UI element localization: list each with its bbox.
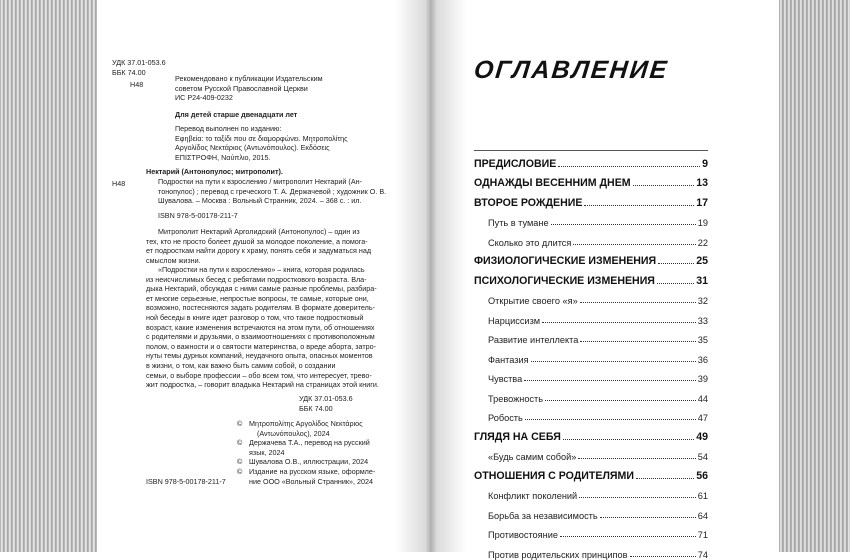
toc-leader-dots xyxy=(580,302,696,303)
toc-entry[interactable] xyxy=(474,228,708,248)
annotation-line: ной беседы в книге идет разговор о том, что такое подростковый xyxy=(146,312,364,322)
toc-entry-page: 47 xyxy=(697,413,708,423)
annotation-line: в жизни, о том, как важно быть самим собой, о создании xyxy=(146,360,336,370)
page-edges-right xyxy=(779,0,850,552)
toc-entry-page: 32 xyxy=(697,296,708,306)
copyright-symbol: © xyxy=(237,419,243,428)
toc-leader-dots xyxy=(658,263,694,264)
annotation-line: дыка Нектарий, обсуждая с ними самые разные проблемы, разбира- xyxy=(146,284,377,294)
translation-line: Αργολίδος Νεκτάριος (Αντωνόπουλος). Εκδόσεις xyxy=(175,143,330,153)
copyright-block xyxy=(237,419,375,486)
annotation-line: смыслом жизни. xyxy=(146,255,201,265)
copyright-line: Держачева Т.А., перевод на русский xyxy=(249,438,370,448)
toc-entry-label: Против родительских принципов xyxy=(488,549,628,560)
toc-entry-page: 31 xyxy=(696,274,708,287)
page-edges-left xyxy=(0,0,97,552)
toc-entry[interactable] xyxy=(474,384,708,404)
translation-note xyxy=(175,124,348,162)
bib-line: тонопулос) ; перевод с греческого Т. А. Держачевой ; художник О. В. xyxy=(158,186,387,196)
toc-entry-page: 17 xyxy=(696,196,708,209)
author-mark: Н48 xyxy=(130,80,144,89)
toc-title: ОГЛАВЛЕНИЕ xyxy=(472,56,670,84)
toc-entry-label: ОТНОШЕНИЯ С РОДИТЕЛЯМИ xyxy=(474,469,634,482)
toc-entry-page: 61 xyxy=(697,491,708,501)
bbk-code: ББК 74.00 xyxy=(112,68,146,77)
recommendation-line: ИС Р24-409-0232 xyxy=(175,93,233,103)
toc-entry-page: 39 xyxy=(697,374,708,384)
toc-entry[interactable] xyxy=(474,345,708,365)
toc-entry[interactable] xyxy=(474,462,708,482)
toc-leader-dots xyxy=(600,517,696,518)
toc-entry[interactable] xyxy=(474,443,708,463)
toc-leader-dots xyxy=(545,400,696,401)
toc-leader-dots xyxy=(573,244,695,245)
toc-entry[interactable] xyxy=(474,404,708,424)
toc-entry[interactable] xyxy=(474,482,708,502)
toc-entry-page: 49 xyxy=(696,430,708,443)
table-of-contents xyxy=(474,150,708,560)
isbn-bottom: ISBN 978-5-00178-211-7 xyxy=(146,477,226,486)
annotation-line: полом, о важности и о святости материнства, о вреде аборта, затро- xyxy=(146,341,377,351)
copyright-line: Издание на русском языке, оформле- xyxy=(249,466,376,476)
recommendation-block xyxy=(175,74,323,103)
toc-entry-page: 71 xyxy=(697,530,708,540)
toc-entry[interactable] xyxy=(474,248,708,268)
toc-entry[interactable] xyxy=(474,267,708,287)
recommendation-line: советом Русской Православной Церкви xyxy=(175,83,308,93)
copyright-symbol: © xyxy=(237,438,243,448)
annotation-paragraph-1 xyxy=(146,227,371,265)
toc-entry-page: 22 xyxy=(697,237,708,248)
toc-leader-dots xyxy=(551,224,696,225)
toc-leader-dots xyxy=(578,458,695,459)
toc-entry-label: ПРЕДИСЛОВИЕ xyxy=(474,157,557,170)
bib-line: Подростки на пути к взрослению / митрополит Нектарий (Ан- xyxy=(158,177,362,186)
toc-leader-dots xyxy=(580,341,695,342)
copyright-symbol: © xyxy=(237,457,243,467)
copyright-symbol: © xyxy=(237,466,243,476)
toc-entry[interactable] xyxy=(474,209,708,229)
age-notice: Для детей старше двенадцати лет xyxy=(175,110,298,119)
toc-leader-dots xyxy=(524,380,696,381)
annotation-line: Митрополит Нектарий Арголидский (Антонопулос) – один из xyxy=(158,227,360,236)
toc-entry-page: 25 xyxy=(696,255,708,267)
toc-entry[interactable] xyxy=(474,326,708,346)
udk-code: УДК 37.01-053.6 xyxy=(112,58,166,67)
annotation-line: жит подростка, – говорит владыка Нектарий на страницах этой книги. xyxy=(146,380,379,390)
toc-entry-label: Сколько это длится xyxy=(488,237,572,248)
bib-line: Шувалова. – Москва : Вольный Странник, 2024. – 368 с. : ил. xyxy=(158,196,362,206)
toc-leader-dots xyxy=(531,361,696,362)
translation-line: ΕΠΙΣΤΡΟΦΗ, Ναύπλιο, 2015. xyxy=(175,152,271,162)
toc-leader-dots xyxy=(560,536,696,537)
annotation-line: из неисчислимых бесед с ребятами подросткового возраста. Вла- xyxy=(146,274,367,284)
author-mark-mid: Н48 xyxy=(112,179,126,188)
annotation-line: нуты темы дурных компаний, неудачного опыта, опасных моментов xyxy=(146,351,373,361)
toc-entry-label: Борьба за независимость xyxy=(488,510,598,521)
toc-leader-dots xyxy=(579,497,696,498)
toc-entry-page: 36 xyxy=(697,354,708,365)
toc-entry-label: Чувства xyxy=(488,374,523,384)
toc-entry-label: ПСИХОЛОГИЧЕСКИЕ ИЗМЕНЕНИЯ xyxy=(474,274,655,287)
toc-leader-dots xyxy=(633,185,695,186)
bbk-code-bottom: ББК 74.00 xyxy=(299,404,333,413)
isbn-mid: ISBN 978-5-00178-211-7 xyxy=(158,211,238,220)
toc-entry-label: Тревожность xyxy=(488,393,544,404)
toc-entry[interactable] xyxy=(474,170,708,190)
annotation-line: возраст, какие изменения встречаются на этом пути, об отношениях xyxy=(146,322,375,332)
copyright-entry xyxy=(237,419,375,438)
annotation-line: тех, кто не просто болеет душой за молодое поколение, а помога- xyxy=(146,236,368,246)
toc-entry[interactable] xyxy=(474,287,708,307)
toc-entry-page: 74 xyxy=(697,549,708,560)
toc-entry-label: Путь в тумане xyxy=(488,218,549,228)
copyright-line: (Αντωνόπουλος), 2024 xyxy=(257,428,330,438)
toc-leader-dots xyxy=(558,166,700,167)
annotation-paragraph-2 xyxy=(146,265,379,390)
annotation-line: с родителями и друзьями, о взаимоотношениях с противоположным xyxy=(146,332,375,342)
toc-entry-page: 9 xyxy=(702,157,708,170)
copyright-line: язык, 2024 xyxy=(249,447,285,457)
toc-entry-label: ГЛЯДЯ НА СЕБЯ xyxy=(474,430,561,443)
toc-entry-page: 13 xyxy=(696,177,708,189)
toc-entry-page: 33 xyxy=(697,315,708,326)
copyright-line: ние ООО «Вольный Странник», 2024 xyxy=(249,476,374,486)
copyright-entry xyxy=(237,467,375,486)
toc-entry-label: Нарциссизм xyxy=(488,315,541,326)
toc-entry-label: ВТОРОЕ РОЖДЕНИЕ xyxy=(474,196,583,209)
toc-leader-dots xyxy=(542,322,696,323)
book-gutter xyxy=(395,0,467,552)
annotation-line: ет подросткам найти дорогу к храму, понять себя и задуматься над xyxy=(146,246,372,256)
annotation-line: ет многие серьезные, непростые вопросы, те самые, которые они, xyxy=(146,293,369,303)
author-heading: Нектарий (Антонопулос; митрополит). xyxy=(146,167,283,176)
annotation-line: возможно, постесняются задать родителям. В формате доверитель- xyxy=(146,303,375,313)
toc-entry-page: 35 xyxy=(697,335,708,345)
copyright-line: Μητροπολίτης Αργολίδος Νεκτάριος xyxy=(249,419,363,428)
toc-entry[interactable] xyxy=(474,501,708,521)
toc-entry-page: 54 xyxy=(697,452,708,462)
toc-entry-label: Открытие своего «я» xyxy=(488,296,578,306)
toc-entry-page: 56 xyxy=(696,469,708,482)
toc-entry[interactable] xyxy=(474,189,708,209)
copyright-entry xyxy=(237,457,375,467)
toc-leader-dots xyxy=(584,205,694,206)
copyright-line: Шувалова О.В., иллюстрации, 2024 xyxy=(249,457,369,467)
toc-entry[interactable] xyxy=(474,540,708,560)
toc-entry-page: 64 xyxy=(697,510,708,521)
toc-leader-dots xyxy=(657,283,694,284)
annotation-line: семьи, о выборе профессии – обо всем том, что интересует, трево- xyxy=(146,370,372,380)
toc-leader-dots xyxy=(563,439,694,440)
toc-entry[interactable] xyxy=(474,150,708,170)
toc-entry-label: Фантазия xyxy=(488,354,529,365)
udk-code-bottom: УДК 37.01-053.6 xyxy=(299,394,353,403)
toc-leader-dots xyxy=(636,478,694,479)
translation-line: Εφηβεία: το ταξίδι που σε διαμορφώνει. Μητροπολίτης xyxy=(175,133,348,143)
toc-leader-dots xyxy=(525,419,696,420)
annotation-line: «Подростки на пути к взрослению» – книга, которая родилась xyxy=(158,265,365,274)
toc-entry-label: Робость xyxy=(488,413,523,423)
toc-entry-page: 44 xyxy=(697,393,708,404)
toc-entry[interactable] xyxy=(474,423,708,443)
toc-leader-dots xyxy=(630,556,696,557)
translation-line: Перевод выполнен по изданию: xyxy=(175,124,282,133)
copyright-entry xyxy=(237,438,375,457)
toc-entry-label: ОДНАЖДЫ ВЕСЕННИМ ДНЕМ xyxy=(474,177,631,189)
recommendation-line: Рекомендовано к публикации Издательским xyxy=(175,74,323,83)
toc-entry[interactable] xyxy=(474,365,708,385)
toc-entry-label: Конфликт поколений xyxy=(488,491,578,501)
bibliographic-entry xyxy=(158,177,386,206)
toc-entry-label: Противостояние xyxy=(488,530,558,540)
toc-entry[interactable] xyxy=(474,521,708,541)
toc-entry-label: Развитие интеллекта xyxy=(488,335,579,345)
toc-entry-page: 19 xyxy=(697,218,708,228)
toc-entry[interactable] xyxy=(474,306,708,326)
toc-entry-label: «Будь самим собой» xyxy=(488,452,577,462)
toc-entry-label: ФИЗИОЛОГИЧЕСКИЕ ИЗМЕНЕНИЯ xyxy=(474,255,657,267)
